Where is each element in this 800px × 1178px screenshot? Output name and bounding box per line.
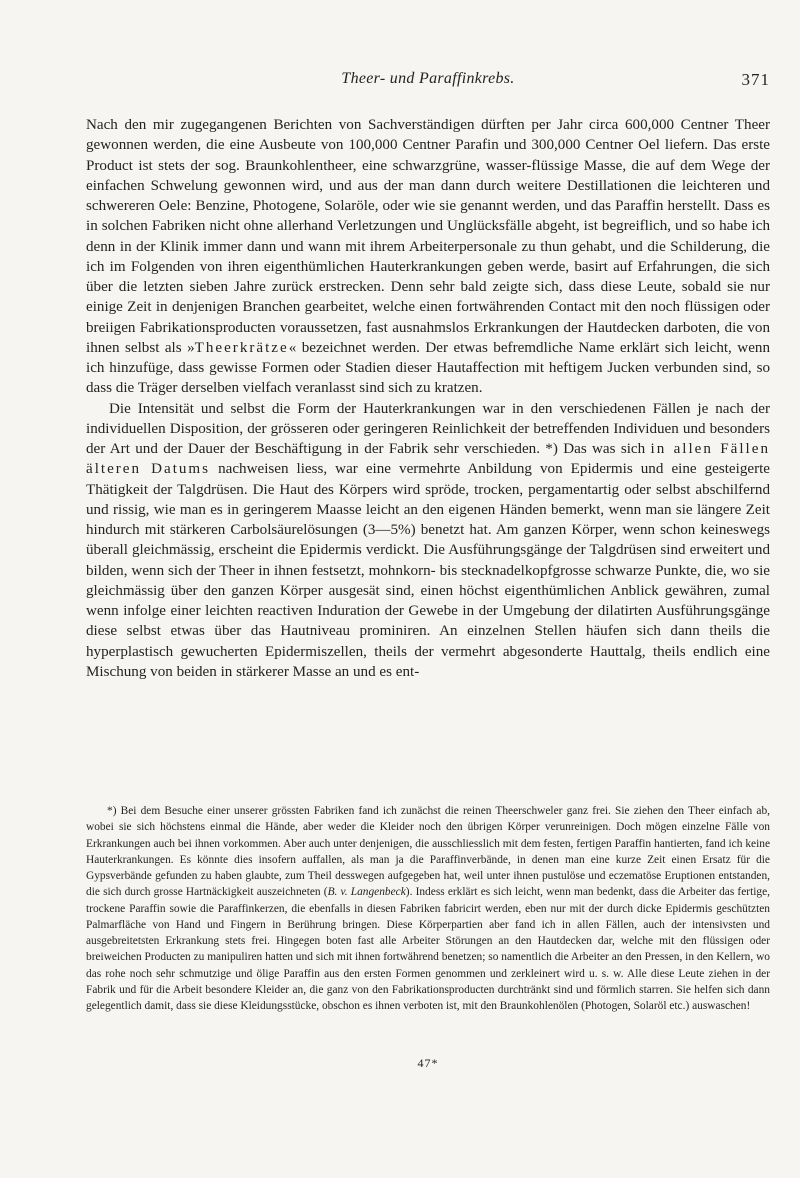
paragraph-1-spaced-term: Theerkrätze: [194, 339, 289, 356]
running-head: [86, 70, 770, 94]
paragraph-1-text: Nach den mir zugegangenen Berichten von Sachverständigen dürften per Jahr circa 600,000 Centner Theer gewonnen werden, die eine Ausbeute von 100,000 Centner Parafin und 300,000 Centner Oel liefern. Das erste Product ist stets der sog. Braunkohlentheer, eine schwarzgrüne, wasser-flüssige Masse, die auf dem Wege der einfachen Schwelung gewonnen wird, und aus der man dann durch weitere Destillationen die leichteren und schwereren Oele: Benzine, Photogene, Solaröle, oder wie sie genannt werden, und das Paraffin herstellt. Dass es in solchen Fabriken nicht ohne allerhand Verletzungen und Unglücksfälle abgeht, ist begreiflich, und so habe ich denn in der Klinik immer dann und wann mit ihrem Arbeiterpersonale zu thun gehabt, und die Schilderung, die ich im Folgenden von ihren eigenthümlichen Hauterkrankungen geben werde, basirt auf Erfahrungen, die sich über die letzten sieben Jahre zurück erstrecken. Denn sehr bald zeigte sich, dass diese Leute, sobald sie nur einige Zeit in denjenigen Branchen gearbeitet, welche einen fortwährenden Contact mit den noch flüssigen oder breiigen Fabrikationsproducten voraussetzen, fast ausnahmslos Erkrankungen der Hautdecken darboten, die von ihnen selbst als »: [86, 117, 770, 356]
paragraph-2-end: nachweisen liess, war eine vermehrte Anbildung von Epidermis und eine gesteigerte Thätigkeit der Talgdrüsen. Die Haut des Körpers wird spröde, trocken, pergamentartig oder selbst abschilfernd und rissig, wie man es in geringerem Maasse leicht an den eigenen Händen bemerkt, wenn man sie längere Zeit hindurch mit stärkeren Carbolsäurelösungen (3—5%) benetzt hat. Am ganzen Körper, wenn schon keineswegs überall gleichmässig, erscheint die Epidermis verdickt. Die Ausführungsgänge der Talgdrüsen sind erweitert und bilden, wenn sich der Theer in ihnen festsetzt, mohnkorn- bis stecknadelkopfgrosse schwarze Punkte, die, wo sie gleichmässig über den ganzen Körper ausgesät sind, einen höchst eigenthümlichen Anblick gewähren, zumal wenn infolge einer leichten reactiven Induration der Gewebe in der Umgebung der dilatirten Ausführungsgänge diese selbst etwas über das Hautniveau prominiren. An einzelnen Stellen häufen sich dann theils die hyperplastisch gewucherten Epidermiszellen, theils der vermehrt abgesonderte Hauttalg, theils endlich eine Mischung von beiden in stärkerer Masse an und es ent-: [86, 461, 770, 680]
footnote: [86, 803, 770, 1014]
running-title: Theer- und Paraffinkrebs.: [341, 70, 515, 87]
paragraph-2-spaced-phrase: in allen Fällen älteren Datums: [86, 441, 770, 478]
footnote-text-start: *) Bei dem Besuche einer unserer grössten Fabriken fand ich zunächst die reinen Theerschweler ganz frei. Sie ziehen den Theer einfach ab, wobei sie sich höchstens einmal die Hände, aber weder die Kleider noch den übrigen Körper verunreinigen. Doch mögen einzelne Fälle von Erkrankungen auch bei ihnen vorkommen. Aber auch unter denjenigen, die ausschliesslich mit dem festen, fertigen Paraffin hantierten, fand ich keine Hauterkrankungen. Es könnte dies insofern auffallen, als man ja die Paraffinverbände, in denen man eine kurze Zeit einen Ersatz für die Gypsverbände gefunden zu haben glaubte, zum Theil desswegen aufgegeben hat, weil unter ihnen pustulöse und eczematöse Eruptionen entstanden, die sich durch grosse Hartnäckigkeit auszeichneten (: [86, 805, 770, 899]
footnote-text-end: ). Indess erklärt es sich leicht, wenn man bedenkt, dass die Arbeiter das fertige, trockene Paraffin sowie die Paraffinkerzen, die ebenfalls in diesen Fabriken fabricirt werden, eben nur mit der durch dicke Epidermis geschützten Palmarfläche von Hand und Fingern in Berührung bringen. Diese Körperpartien aber fand ich in allen Fällen, auch der intensivsten und ausgebreitetsten Erkrankung stets frei. Hingegen boten fast alle Arbeiter Störungen an den Hautdecken dar, welche mit den flüssigen oder breiweichen Producten zu manipuliren hatten und sich mit ihnen fortwährend benetzen; so namentlich die Arbeiter an den Pressen, in den Kellern, wo das rohe noch sehr schmutzige und ölige Paraffin aus den ersten Formen genommen und zerkleinert wird u. s. w. Alle diese Leute ziehen in der Fabrik und für die Arbeit besondere Kleider an, die ganz von den Fabrikationsproducten durchtränkt sind und förmlich starren. Sie helfen sich dann gelegentlich damit, dass sie diese Kleidungsstücke, obschon es ihnen verboten ist, mit den Braunkohlenölen (Photogen, Solaröl etc.) auswaschen!: [86, 886, 770, 1012]
body-text: [86, 115, 770, 682]
paragraph-1: [86, 115, 770, 399]
paragraph-1-end: « bezeichnet werden. Der etwas befremdliche Name erklärt sich leicht, wenn ich hinzufüge, dass gewisse Formen oder Stadien dieser Hautaffection mit heftigem Jucken verbunden sind, so dass die Träger derselben vielfach veranlasst sind sich zu kratzen.: [86, 339, 770, 397]
paragraph-2-start: Die Intensität und selbst die Form der Hauterkrankungen war in den verschiedenen Fällen je nach der individuellen Disposition, der grösseren oder geringeren Reinlichkeit der betreffenden Individuen und besonders der Art und der Dauer der Beschäftigung in der Fabrik sehr verschieden. *) Das was sich: [86, 400, 770, 457]
footnote-paragraph: [86, 803, 770, 1014]
paragraph-2: [86, 399, 770, 683]
footnote-citation: B. v. Langenbeck: [327, 886, 406, 899]
page-number: 371: [741, 70, 770, 89]
signature-mark: 47*: [417, 1056, 439, 1070]
